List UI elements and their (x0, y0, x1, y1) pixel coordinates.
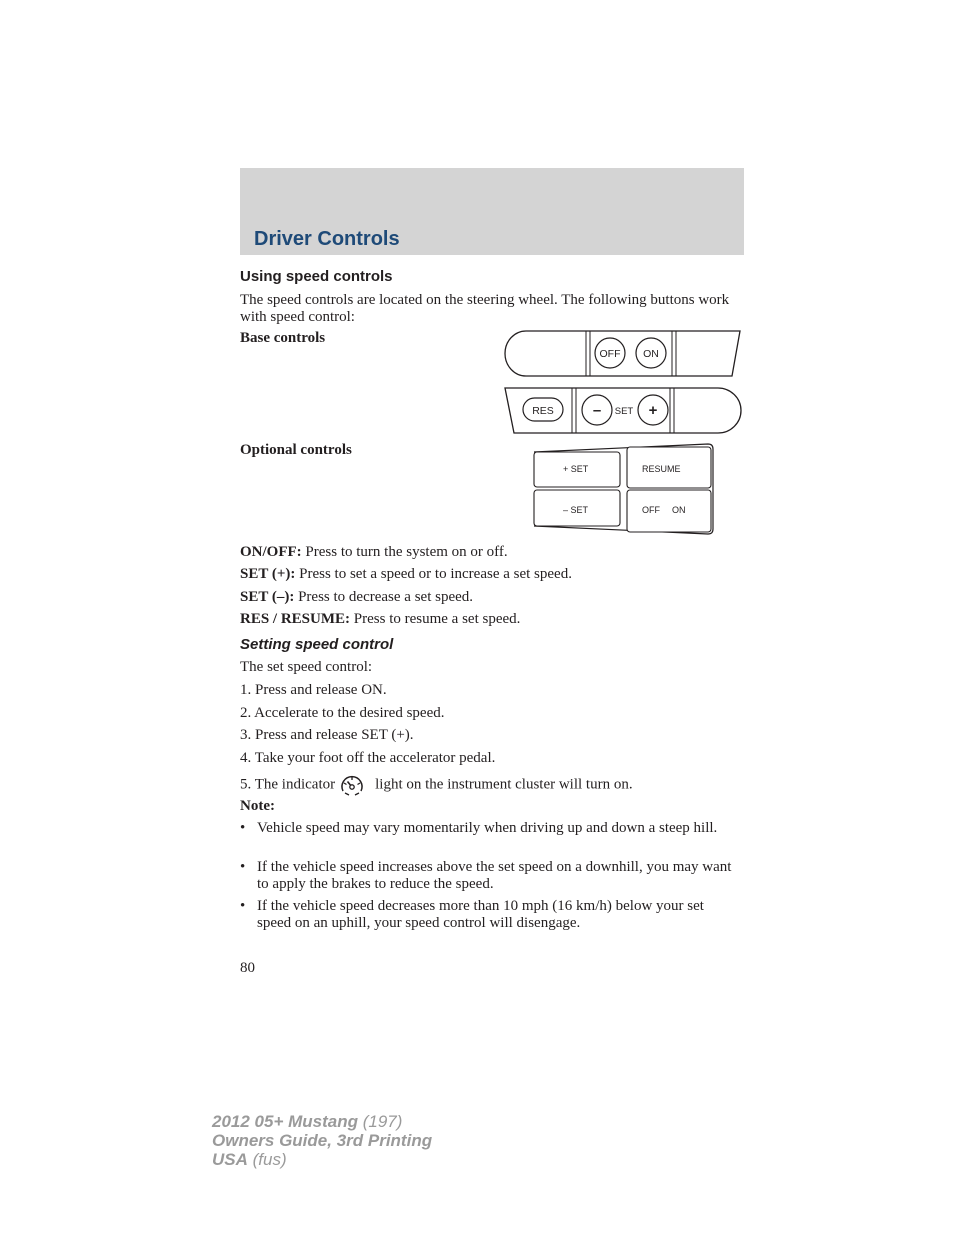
note-bullet (240, 898, 740, 932)
optional-controls-diagram (532, 443, 716, 535)
minus-set-label: – SET (563, 505, 589, 515)
definition-term: SET (–): (240, 589, 295, 605)
intro-paragraph: The speed controls are located on the steering wheel. The following buttons work with speed control: (240, 292, 730, 325)
note-label: Note: (240, 798, 275, 814)
on-label: ON (672, 505, 686, 515)
resume-label: RESUME (642, 464, 681, 474)
on-button-label: ON (643, 348, 659, 360)
footer-line-1 (212, 1112, 432, 1131)
step5-text-after: light on the instrument cluster will turn on. (375, 776, 633, 793)
step-item: 1. Press and release ON. (240, 682, 387, 698)
base-controls-top-diagram (504, 330, 744, 378)
setting-intro: The set speed control: (240, 659, 373, 675)
definition-text: Press to set a speed or to increase a set speed. (295, 566, 572, 582)
section-heading: Using speed controls (240, 268, 393, 285)
setting-heading: Setting speed control (240, 636, 394, 653)
plus-button (638, 395, 668, 425)
note-bullet-text: If the vehicle speed increases above the set speed on a downhill, you may want to apply the brakes to reduce the speed. (257, 859, 732, 892)
definition-resume (240, 611, 740, 628)
on-button (636, 338, 666, 368)
res-button-label: RES (532, 405, 554, 417)
footer-market-code: (fus) (247, 1150, 287, 1169)
res-button (523, 398, 563, 421)
footer-model-code: (197) (358, 1112, 403, 1131)
note-bullet-text: If the vehicle speed decreases more than 10 mph (16 km/h) below your set speed on an uphill, your speed control will disengage. (257, 898, 704, 931)
definition-set-minus (240, 589, 740, 606)
minus-button (582, 395, 612, 425)
footer (212, 1112, 432, 1169)
note-bullet (240, 859, 740, 893)
definition-text: Press to resume a set speed. (350, 611, 521, 627)
base-controls-bottom-diagram (504, 387, 744, 435)
footer-model: 2012 05+ Mustang (212, 1112, 358, 1131)
optional-controls-label: Optional controls (240, 442, 352, 458)
speed-control-indicator-icon (339, 774, 365, 796)
note-bullet (240, 820, 740, 837)
page-title: Driver Controls (254, 228, 400, 250)
minus-button-label: – (592, 402, 602, 419)
definition-on-off (240, 544, 740, 561)
definition-term: ON/OFF: (240, 544, 302, 560)
plus-set-label: + SET (563, 464, 589, 474)
definition-text: Press to turn the system on or off. (301, 544, 508, 560)
definition-term: RES / RESUME: (240, 611, 351, 627)
page-number: 80 (240, 960, 255, 976)
bullet-marker: • (240, 859, 246, 875)
off-label: OFF (642, 505, 660, 515)
step-item: 4. Take your foot off the accelerator pedal. (240, 750, 496, 766)
bullet-marker: • (240, 820, 246, 836)
footer-line-3 (212, 1150, 432, 1169)
definition-term: SET (+): (240, 566, 296, 582)
step-item-5 (240, 774, 740, 796)
note-bullet-text: Vehicle speed may vary momentarily when driving up and down a steep hill. (257, 820, 718, 836)
step5-text-before: 5. The indicator (240, 776, 336, 793)
footer-line-2: Owners Guide, 3rd Printing (212, 1131, 433, 1150)
set-label: SET (614, 406, 634, 417)
off-button-label: OFF (599, 348, 621, 360)
definition-text: Press to decrease a set speed. (294, 589, 474, 605)
base-controls-label: Base controls (240, 330, 326, 346)
step-item: 3. Press and release SET (+). (240, 727, 414, 743)
step-item: 2. Accelerate to the desired speed. (240, 705, 445, 721)
off-button (595, 338, 625, 368)
plus-button-label: + (648, 402, 658, 419)
footer-market: USA (212, 1150, 248, 1169)
definition-set-plus (240, 566, 740, 583)
bullet-marker: • (240, 898, 246, 914)
